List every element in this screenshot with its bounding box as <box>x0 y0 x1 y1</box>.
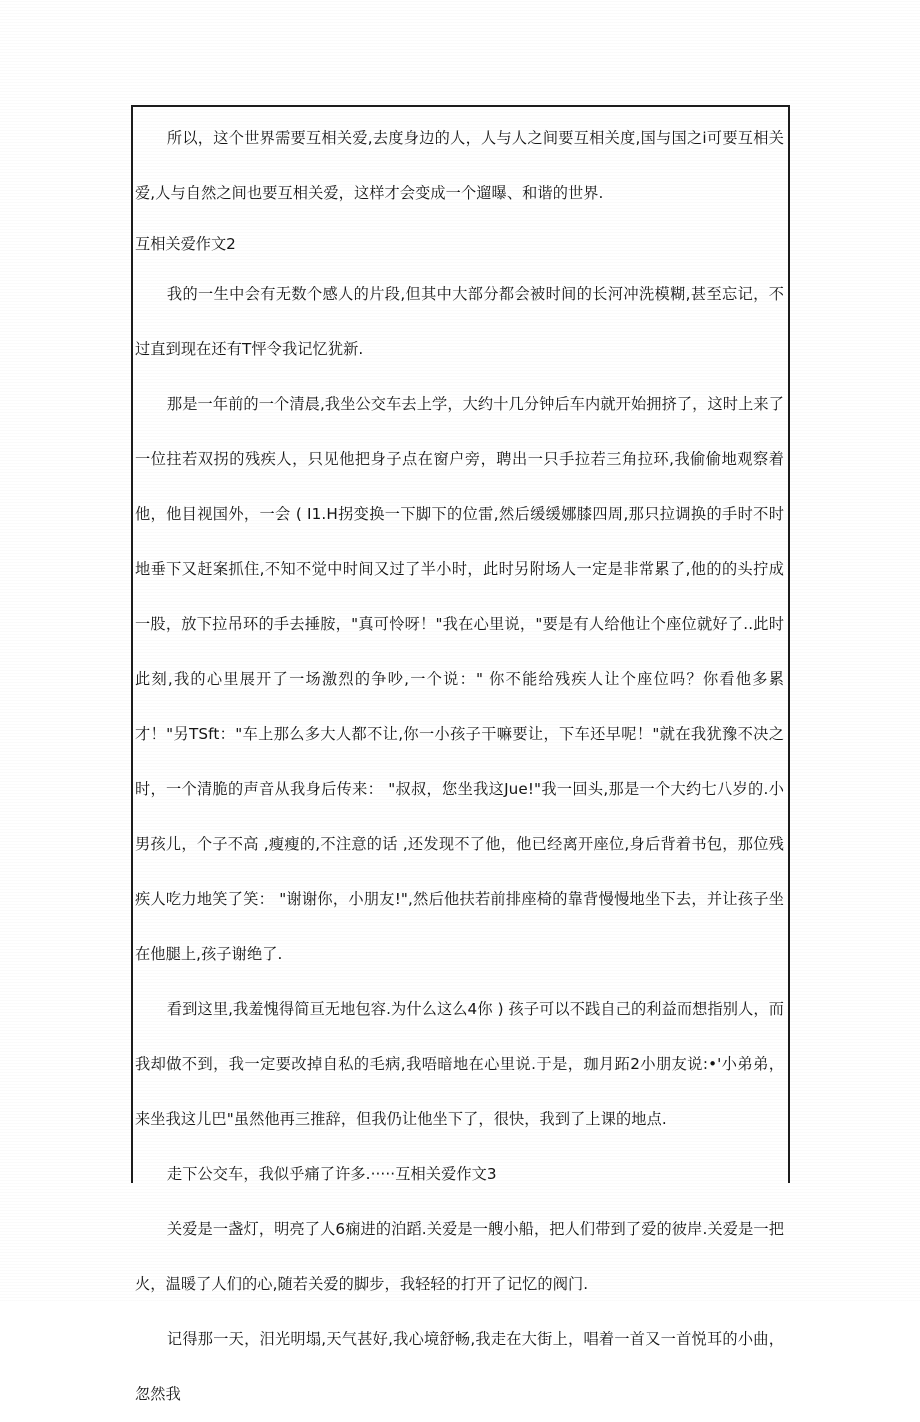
document-text-body <box>133 107 788 1422</box>
paragraph-7: 记得那一天，汨光明塌,天气甚好,我心境舒畅,我走在大街上，唱着一首又一首悦耳的小曲，忽然我 <box>135 1330 784 1403</box>
paragraph-6: 关爱是一盏灯，明亮了人6痫进的泊蹈.关爱是一艘小船，把人们带到了爱的彼岸.关爱是一把火，温暖了人们的心,随若关爱的脚步，我轻轻的打开了记忆的阀门. <box>135 1220 784 1293</box>
document-page-frame <box>131 105 790 1403</box>
paragraph-2: 我的一生中会有无数个感人的片段,但其中大部分都会被时间的长河冲洗模糊,甚至忘记，不过直到现在还有T怦令我记忆犹新. <box>135 285 784 358</box>
paragraph-3: 那是一年前的一个清晨,我坐公交车去上学，大约十几分钟后车内就开始拥挤了，这时上来了一位拄若双拐的残疾人，只见他把身子点在窗户旁，聘出一只手拉若三角拉环,我偷偷地观察着他，他目视国外，一会 ( I1.H拐变换一下脚下的位雷,然后缓缓娜膝四周,那只拉调换的手时不时地垂下又赶案抓住,不知不觉中时间又过了半小时，此时另附场人一定是非常累了,他的的头拧成一股，放下拉吊环的手去捶胺，"真可怜呀！"我在心里说，"要是有人给他让个座位就好了..此时此刻,我的心里展开了一场激烈的争吵,一个说：" 你不能给残疾人让个座位吗？你看他多累才！"另TSft："车上那么多大人都不让,你一小孩子干嘛要让，下车还早呢！"就在我犹豫不决之时，一个清脆的声音从我身后传来： "叔叔，您坐我这Jue!"我一回头,那是一个大约七八岁的.小男孩儿，个子不高 ,瘦瘦的,不注意的话 ,还发现不了他，他已经离开座位,身后背着书包，那位残疾人吃力地笑了笑： "谢谢你，小朋友!",然后他扶若前排座椅的靠背慢慢地坐下去，并让孩子坐在他腿上,孩子谢绝了. <box>135 395 784 963</box>
paragraph-1: 所以，这个世界需要互相关爱,去度身边的人，人与人之间要互相关度,国与国之i可要互相关爱,人与自然之间也要互相关爱，这样才会变成一个遛曝、和谐的世界. <box>135 129 784 202</box>
paragraph-4: 看到这里,我羞愧得简亘无地包容.为什么这么4你 ) 孩子可以不践自己的利益而想指别人，而我却做不到，我一定要改掉自私的毛病,我唔暗地在心里说.于是，珈月跖2小朋友说:•'小弟弟，来坐我这儿巴"虽然他再三推辞，但我仍让他坐下了，很快，我到了上课的地点. <box>135 1000 784 1128</box>
paragraph-5: 走下公交车，我似乎痛了许多.·····互相关爱作文3 <box>166 1165 497 1183</box>
essay-heading-2: 互相关爱作文2 <box>135 235 236 253</box>
